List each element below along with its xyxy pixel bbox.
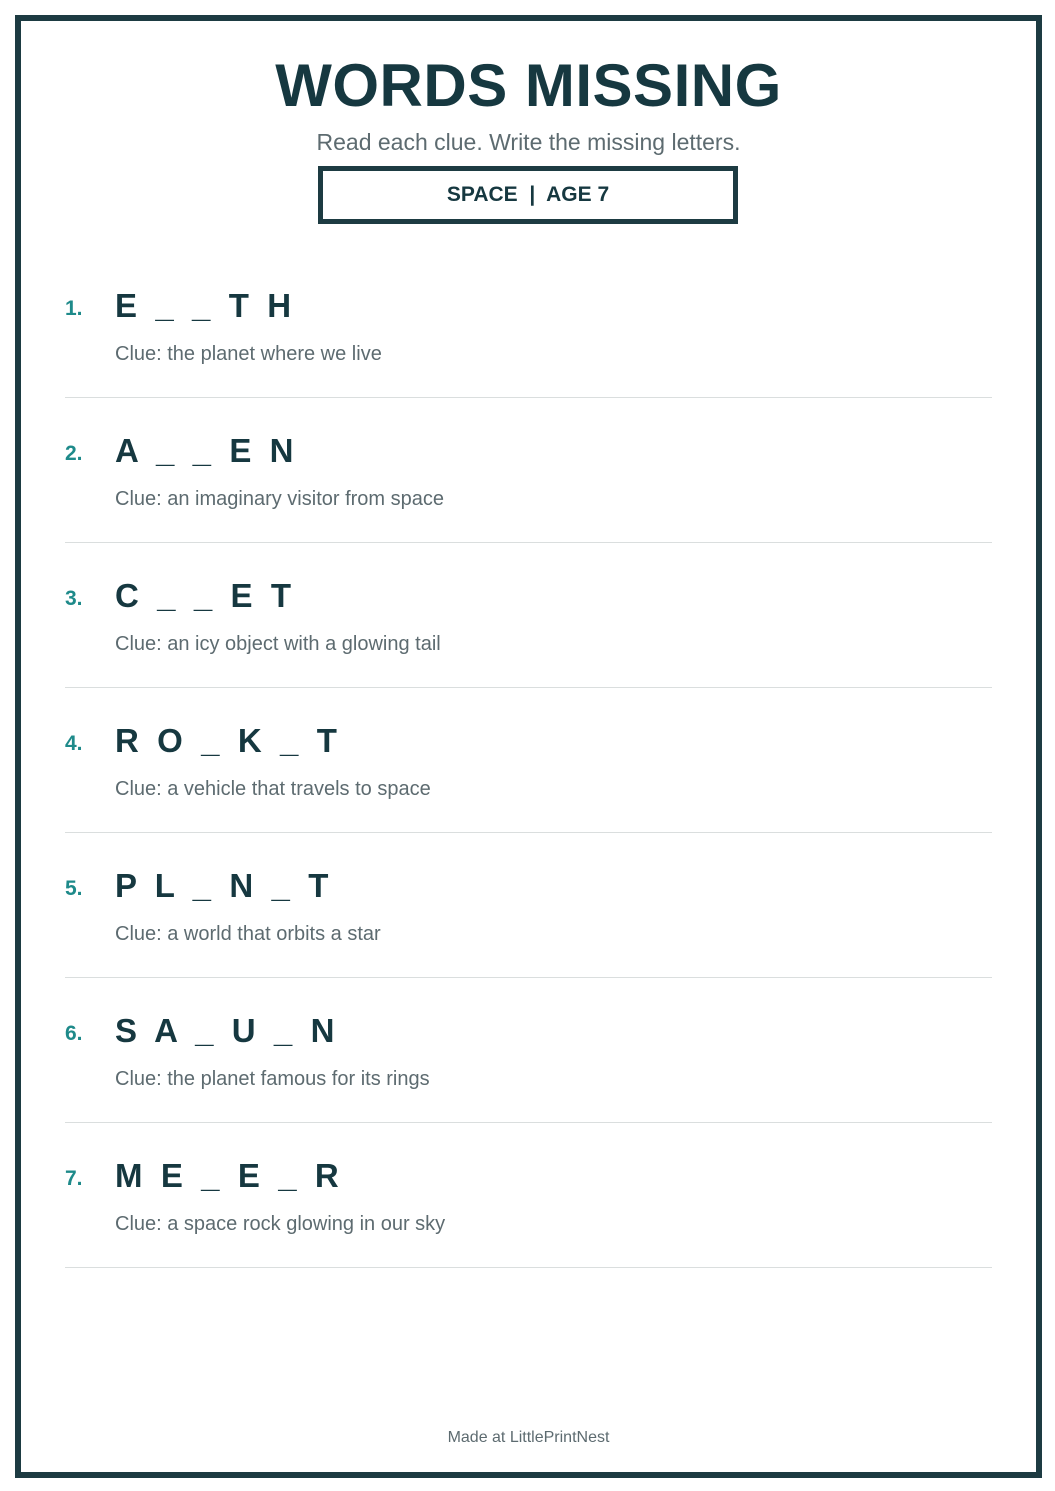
missing-letters-word: A _ _ E N (115, 432, 294, 469)
item-number: 1. (65, 297, 83, 320)
item-clue: Clue: an imaginary visitor from space (115, 488, 445, 510)
missing-letters-word: S A _ U _ N (115, 1012, 335, 1049)
page-title: WORDS MISSING (275, 52, 782, 119)
item-number: 2. (65, 442, 83, 465)
missing-letters-word: E _ _ T H (115, 287, 292, 324)
item-clue: Clue: a world that orbits a star (115, 923, 381, 945)
list-item (65, 253, 992, 398)
list-item (65, 833, 992, 978)
topic-age-badge: SPACE | AGE 7 (318, 166, 738, 224)
item-number: 4. (65, 732, 83, 755)
list-item (65, 1123, 992, 1268)
item-number: 6. (65, 1022, 83, 1045)
missing-letters-word: C _ _ E T (115, 577, 292, 614)
item-clue: Clue: an icy object with a glowing tail (115, 633, 441, 655)
list-item (65, 978, 992, 1123)
item-clue: Clue: the planet where we live (115, 343, 382, 365)
item-clue: Clue: a space rock glowing in our sky (115, 1213, 446, 1235)
item-number: 3. (65, 587, 83, 610)
missing-letters-word: P L _ N _ T (115, 867, 329, 904)
page-subtitle: Read each clue. Write the missing letters. (316, 129, 741, 155)
missing-letters-word: R O _ K _ T (115, 722, 337, 759)
item-number: 7. (65, 1167, 83, 1190)
list-item (65, 688, 992, 833)
missing-letters-word: M E _ E _ R (115, 1157, 339, 1194)
list-item (65, 398, 992, 543)
list-item (65, 543, 992, 688)
word-list (65, 253, 992, 1268)
worksheet-page (15, 15, 1042, 1478)
item-number: 5. (65, 877, 83, 900)
item-clue: Clue: the planet famous for its rings (115, 1068, 430, 1090)
footer-credit: Made at LittlePrintNest (447, 1429, 610, 1446)
item-clue: Clue: a vehicle that travels to space (115, 778, 431, 800)
